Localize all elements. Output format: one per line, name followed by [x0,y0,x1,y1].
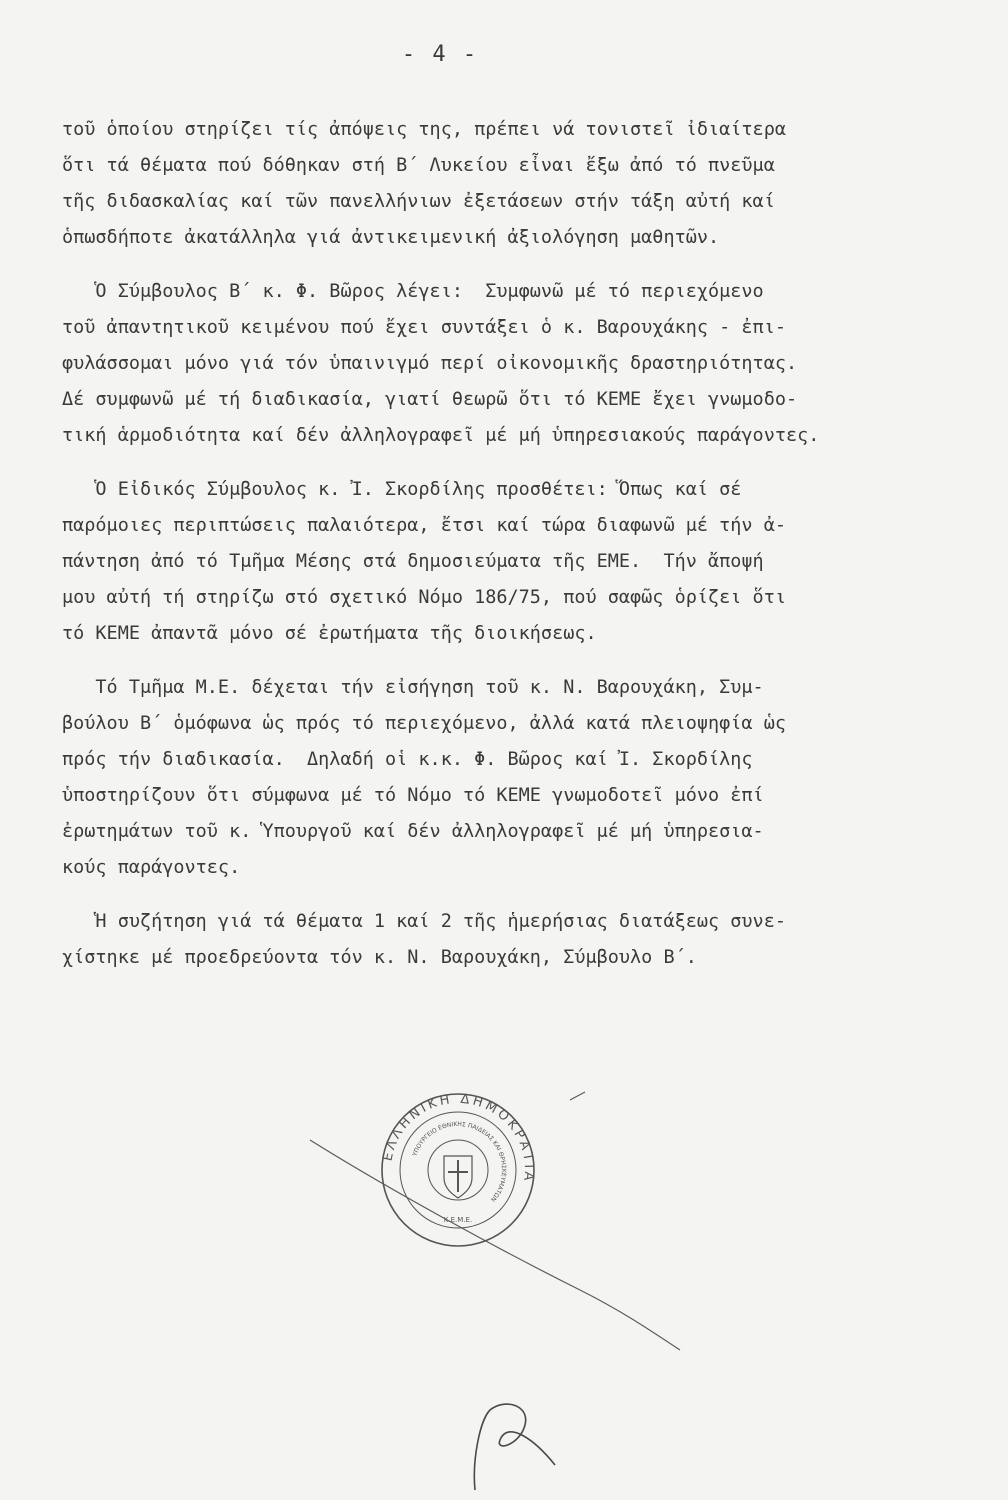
paragraph-gap [62,886,942,904]
seal-bottom-text: Κ.Ε.Μ.Ε. [443,1216,473,1224]
svg-text:ΥΠΟΥΡΓΕΙΟ ΕΘΝΙΚΗΣ ΠΑΙΔΕΙΑΣ ΚΑΙ [411,1121,507,1203]
paragraph [62,274,942,454]
text-line: ἐρωτημάτων τοῦ κ. Ὑπουργοῦ καί δέν ἀλληλογραφεῖ μέ μή ὑπηρεσια- [62,821,764,842]
official-seal [378,1090,538,1250]
text-line: ὑποστηρίζουν ὅτι σύμφωνα μέ τό Νόμο τό ΚΕΜΕ γνωμοδοτεῖ μόνο ἐπί [62,785,764,806]
text-line: ὅτι τά θέματα πού δόθηκαν στή Β΄ Λυκείου εἶναι ἔξω ἀπό τό πνεῦμα [62,155,775,176]
paragraph-gap [62,454,942,472]
text-line: κούς παράγοντες. [62,857,241,878]
text-line: παρόμοιες περιπτώσεις παλαιότερα, ἔτσι καί τώρα διαφωνῶ μέ τήν ἀ- [62,515,786,536]
text-line: Ὁ Εἰδικός Σύμβουλος κ. Ἰ. Σκορδίλης προσθέτει: Ὅπως καί σέ [62,479,742,500]
text-line: χίστηκε μέ προεδρεύοντα τόν κ. Ν. Βαρουχάκη, Σύμβουλο Β΄. [62,947,697,968]
text-line: Ἡ συζήτηση γιά τά θέματα 1 καί 2 τῆς ἡμερήσιας διατάξεως συνε- [62,911,786,932]
text-line: Ὁ Σύμβουλος Β΄ κ. Φ. Βῶρος λέγει: Συμφωνῶ μέ τό περιεχόμενο [62,281,764,302]
seal-inner-text: ΥΠΟΥΡΓΕΙΟ ΕΘΝΙΚΗΣ ΠΑΙΔΕΙΑΣ ΚΑΙ ΘΡΗΣΚΕΥΜΑΤΩΝ [411,1120,508,1203]
text-line: τό ΚΕΜΕ ἀπαντᾶ μόνο σέ ἐρωτήματα τῆς διοικήσεως. [62,623,597,644]
text-line: ὁπωσδήποτε ἀκατάλληλα γιά ἀντικειμενική ἀξιολόγηση μαθητῶν. [62,227,720,248]
paragraph [62,670,942,886]
text-line: πάντηση ἀπό τό Τμῆμα Μέσης στά δημοσιεύματα τῆς ΕΜΕ. Τήν ἄποψή [62,551,764,572]
text-line: τοῦ ἀπαντητικοῦ κειμένου πού ἔχει συντάξει ὁ κ. Βαρουχάκης - ἐπι- [62,317,786,338]
text-line: τική ἁρμοδιότητα καί δέν ἀλληλογραφεῖ μέ μή ὑπηρεσιακούς παράγοντες. [62,425,820,446]
text-line: βούλου Β΄ ὁμόφωνα ὡς πρός τό περιεχόμενο, ἀλλά κατά πλειοψηφία ὡς [62,713,786,734]
text-line: πρός τήν διαδικασία. Δηλαδή οἱ κ.κ. Φ. Βῶρος καί Ἰ. Σκορδίλης [62,749,753,770]
paragraph-gap [62,652,942,670]
document-body [62,112,942,976]
text-line: φυλάσσομαι μόνο γιά τόν ὑπαινιγμό περί οἰκονομικῆς δραστηριότητας. [62,353,798,374]
text-line: τοῦ ὁποίου στηρίζει τίς ἀπόψεις της, πρέπει νά τονιστεῖ ἰδιαίτερα [62,119,786,140]
text-line: Τό Τμῆμα Μ.Ε. δέχεται τήν εἰσήγηση τοῦ κ. Ν. Βαρουχάκη, Συμ- [62,677,764,698]
page-number: - 4 - [401,42,479,67]
text-line: μου αὐτή τή στηρίζω στό σχετικό Νόμο 186/75, πού σαφῶς ὁρίζει ὅτι [62,587,786,608]
text-line: τῆς διδασκαλίας καί τῶν πανελλήνιων ἐξετάσεων στήν τάξη αὐτή καί [62,191,775,212]
seal-outer-text: ΕΛΛΗΝΙΚΗ ΔΗΜΟΚΡΑΤΙΑ [380,1091,537,1185]
paragraph-gap [62,256,942,274]
paragraph [62,904,942,976]
paragraph [62,112,942,256]
paragraph [62,472,942,652]
text-line: Δέ συμφωνῶ μέ τή διαδικασία, γιατί θεωρῶ ὅτι τό ΚΕΜΕ ἔχει γνωμοδο- [62,389,798,410]
